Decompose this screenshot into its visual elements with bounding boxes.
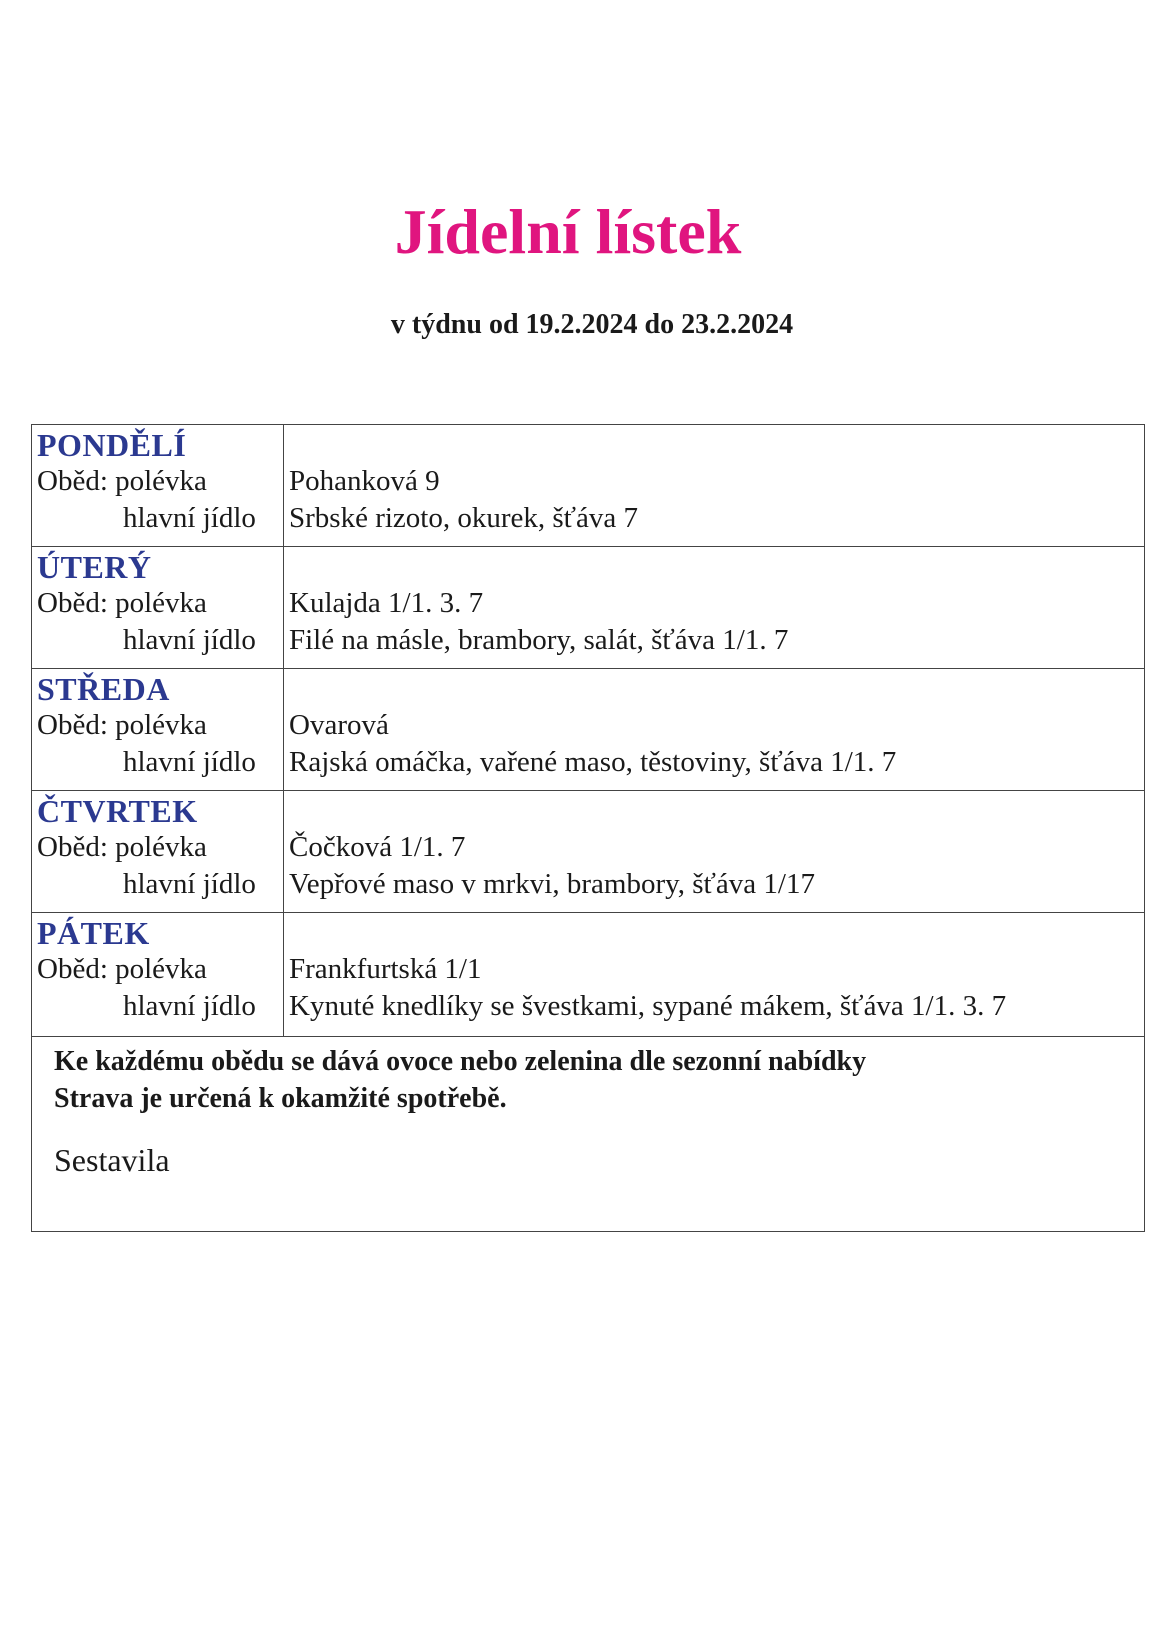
soup-label: Oběd: polévka (37, 587, 207, 619)
main-dish-label: hlavní jídlo (123, 990, 256, 1022)
day-name: ČTVRTEK (37, 793, 198, 829)
day-label-cell (32, 547, 284, 668)
compiled-by-label: Sestavila (54, 1142, 170, 1178)
day-label-cell (32, 913, 284, 1036)
main-dish: Srbské rizoto, okurek, šťáva 7 (289, 502, 639, 534)
day-name: STŘEDA (37, 671, 170, 707)
page-title: Jídelní lístek (394, 196, 742, 267)
week-range: v týdnu od 19.2.2024 do 23.2.2024 (390, 309, 794, 340)
day-label-cell (32, 425, 284, 546)
day-label-cell (32, 669, 284, 790)
day-name: PONDĚLÍ (37, 427, 187, 463)
day-name: ÚTERÝ (37, 549, 152, 585)
main-dish-label: hlavní jídlo (123, 624, 256, 656)
main-dish-label: hlavní jídlo (123, 746, 256, 778)
soup-dish: Kulajda 1/1. 3. 7 (289, 587, 484, 619)
day-row-tuesday (32, 547, 1144, 669)
soup-dish: Čočková 1/1. 7 (289, 831, 466, 863)
day-label-cell (32, 791, 284, 912)
day-row-friday (32, 913, 1144, 1037)
dish-cell (284, 913, 1144, 1036)
seasonal-fruit-note: Ke každému obědu se dává ovoce nebo zelenina dle sezonní nabídky (54, 1046, 867, 1077)
soup-dish: Ovarová (289, 709, 389, 741)
main-dish: Kynuté knedlíky se švestkami, sypané mákem, šťáva 1/1. 3. 7 (289, 990, 1007, 1022)
main-dish: Rajská omáčka, vařené maso, těstoviny, šťáva 1/1. 7 (289, 746, 897, 778)
soup-dish: Pohanková 9 (289, 465, 440, 497)
consumption-note: Strava je určená k okamžité spotřebě. (54, 1083, 507, 1114)
soup-label: Oběd: polévka (37, 953, 207, 985)
dish-cell (284, 791, 1144, 912)
day-row-monday (32, 425, 1144, 547)
soup-label: Oběd: polévka (37, 465, 207, 497)
main-dish-label: hlavní jídlo (123, 868, 256, 900)
dish-cell (284, 669, 1144, 790)
main-dish-label: hlavní jídlo (123, 502, 256, 534)
dish-cell (284, 547, 1144, 668)
footer-note-cell (32, 1037, 1144, 1231)
dish-cell (284, 425, 1144, 546)
soup-label: Oběd: polévka (37, 709, 207, 741)
menu-table (31, 424, 1145, 1232)
soup-label: Oběd: polévka (37, 831, 207, 863)
main-dish: Filé na másle, brambory, salát, šťáva 1/1. 7 (289, 624, 789, 656)
day-name: PÁTEK (37, 915, 150, 951)
day-row-thursday (32, 791, 1144, 913)
day-row-wednesday (32, 669, 1144, 791)
main-dish: Vepřové maso v mrkvi, brambory, šťáva 1/17 (289, 868, 815, 900)
soup-dish: Frankfurtská 1/1 (289, 953, 482, 985)
